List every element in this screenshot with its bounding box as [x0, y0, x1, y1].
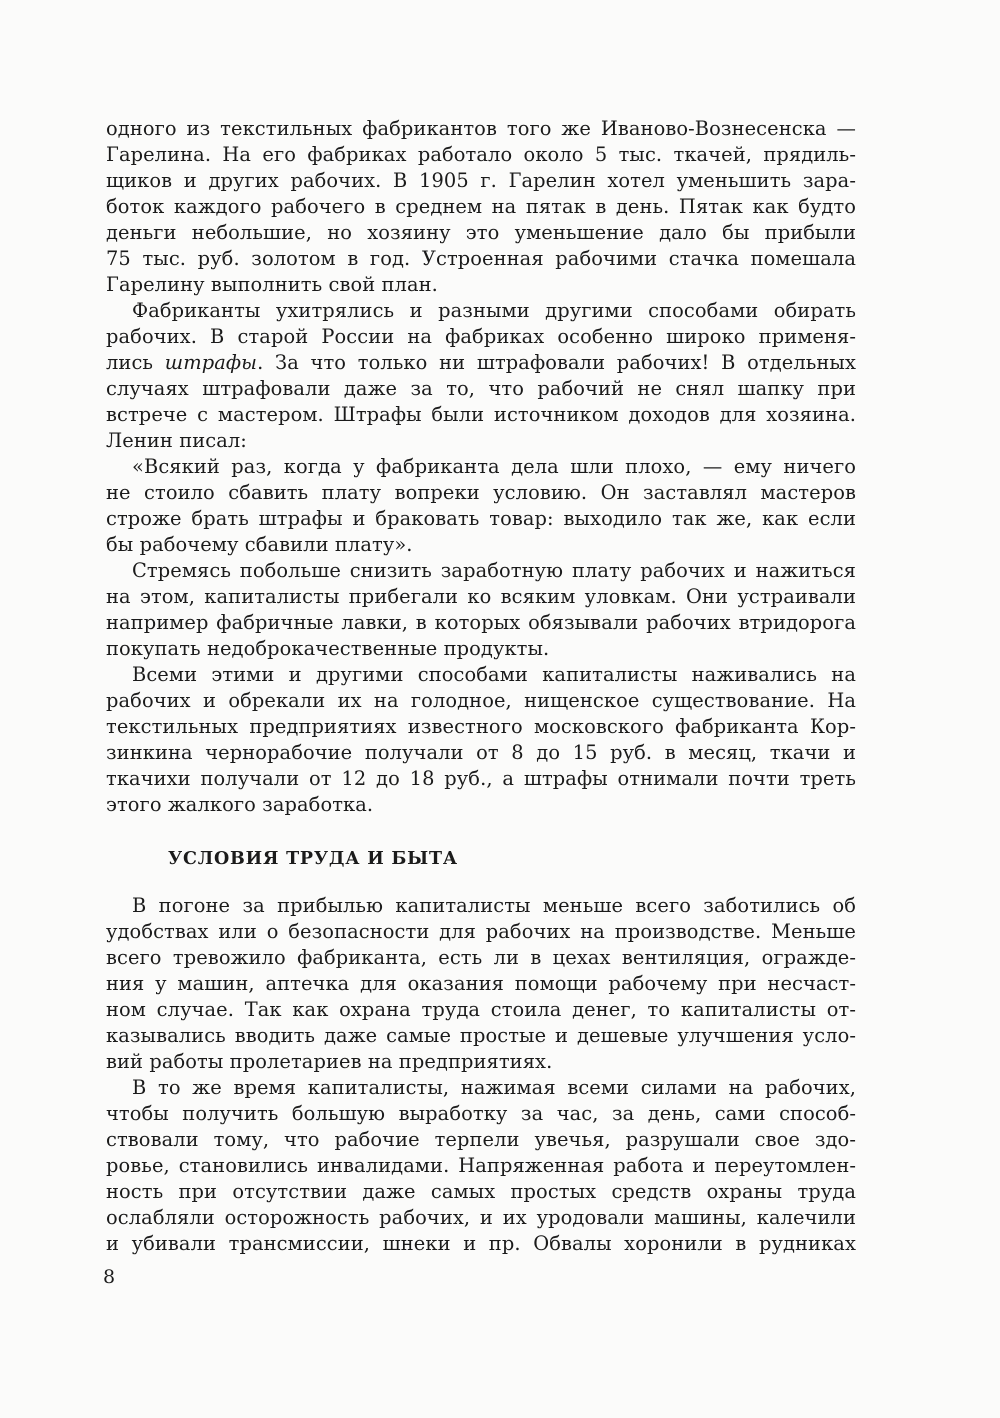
text-line: боток каждого рабочего в среднем на пятак в день. Пятак как будто [106, 195, 856, 218]
text-line: встрече с мастером. Штрафы были источником доходов для хозяина. [106, 403, 856, 426]
text-line-with-italic [106, 350, 856, 376]
text-line: вий работы пролетариев на предприятиях. [106, 1050, 553, 1073]
text-line: Гарелину выполнить свой план. [106, 273, 438, 296]
text-line: Гарелина. На его фабриках работало около 5 тыс. ткачей, прядиль- [106, 143, 856, 166]
text-fragment: . За что только ни штрафовали рабочих! В отдельных [257, 351, 856, 374]
bottom-text-block [106, 893, 856, 1257]
text-line: текстильных предприятиях известного московского фабриканта Кор- [106, 715, 856, 738]
text-line: ствовали тому, что рабочие терпели увечья, разрушали свое здо- [106, 1128, 856, 1151]
text-line: 75 тыс. руб. золотом в год. Устроенная рабочими стачка помешала [106, 247, 856, 270]
italic-term: штрафы [164, 351, 258, 374]
text-line: ровье, становились инвалидами. Напряженная работа и переутомлен- [106, 1154, 856, 1177]
text-line: одного из текстильных фабрикантов того же Иваново-Вознесенска — [106, 117, 856, 140]
text-line: рабочих. В старой России на фабриках особенно широко применя- [106, 325, 856, 348]
text-line: казывались вводить даже самые простые и дешевые улучшения усло- [106, 1024, 856, 1047]
text-line: щиков и других рабочих. В 1905 г. Гарелин хотел уменьшить зара- [106, 169, 856, 192]
text-line: ния у машин, аптечка для оказания помощи рабочему при несчаст- [106, 972, 856, 995]
quote-line: «Всякий раз, когда у фабриканта дела шли плохо, — ему ничего [132, 455, 856, 478]
text-line: Стремясь побольше снизить заработную плату рабочих и нажиться [132, 559, 856, 582]
text-line: ослабляли осторожность рабочих, и их уродовали машины, калечили [106, 1206, 856, 1229]
section-heading: УСЛОВИЯ ТРУДА И БЫТА [168, 849, 458, 869]
text-line: деньги небольшие, но хозяину это уменьшение дало бы прибыли [106, 221, 856, 244]
text-line: например фабричные лавки, в которых обязывали рабочих втридорога [106, 611, 856, 634]
text-line: удобствах или о безопасности для рабочих на производстве. Меньше [106, 920, 856, 943]
text-line: на этом, капиталисты прибегали ко всяким уловкам. Они устраивали [106, 585, 856, 608]
page-number: 8 [103, 1266, 116, 1288]
text-line: случаях штрафовали даже за то, что рабочий не снял шапку при [106, 377, 856, 400]
text-line: В погоне за прибылью капиталисты меньше всего заботились об [132, 894, 856, 917]
text-line: Всеми этими и другими способами капиталисты наживались на [132, 663, 856, 686]
text-line: всего тревожило фабриканта, есть ли в цехах вентиляция, огражде- [106, 946, 856, 969]
text-line: и убивали трансмиссии, шнеки и пр. Обвалы хоронили в рудниках [106, 1232, 856, 1255]
top-text-block [106, 116, 856, 818]
text-fragment: лись [106, 351, 165, 374]
quote-line: строже брать штрафы и браковать товар: выходило так же, как если [106, 507, 856, 530]
quote-line: не стоило сбавить плату вопреки условию. Он заставлял мастеров [106, 481, 856, 504]
text-line: В то же время капиталисты, нажимая всеми силами на рабочих, [132, 1076, 856, 1099]
text-line: ткачихи получали от 12 до 18 руб., а штрафы отнимали почти треть [106, 767, 856, 790]
text-line: зинкина чернорабочие получали от 8 до 15 руб. в месяц, ткачи и [106, 741, 856, 764]
text-line: покупать недоброкачественные продукты. [106, 637, 550, 660]
text-line: Ленин писал: [106, 429, 247, 452]
text-line: чтобы получить большую выработку за час, за день, сами способ- [106, 1102, 856, 1125]
text-line: этого жалкого заработка. [106, 793, 374, 816]
text-line: ность при отсутствии даже самых простых средств охраны труда [106, 1180, 856, 1203]
text-line: ном случае. Так как охрана труда стоила денег, то капиталисты от- [106, 998, 856, 1021]
quote-line: бы рабочему сбавили плату». [106, 533, 413, 556]
text-line: Фабриканты ухитрялись и разными другими способами обирать [132, 299, 856, 322]
text-line: рабочих и обрекали их на голодное, нищенское существование. На [106, 689, 856, 712]
